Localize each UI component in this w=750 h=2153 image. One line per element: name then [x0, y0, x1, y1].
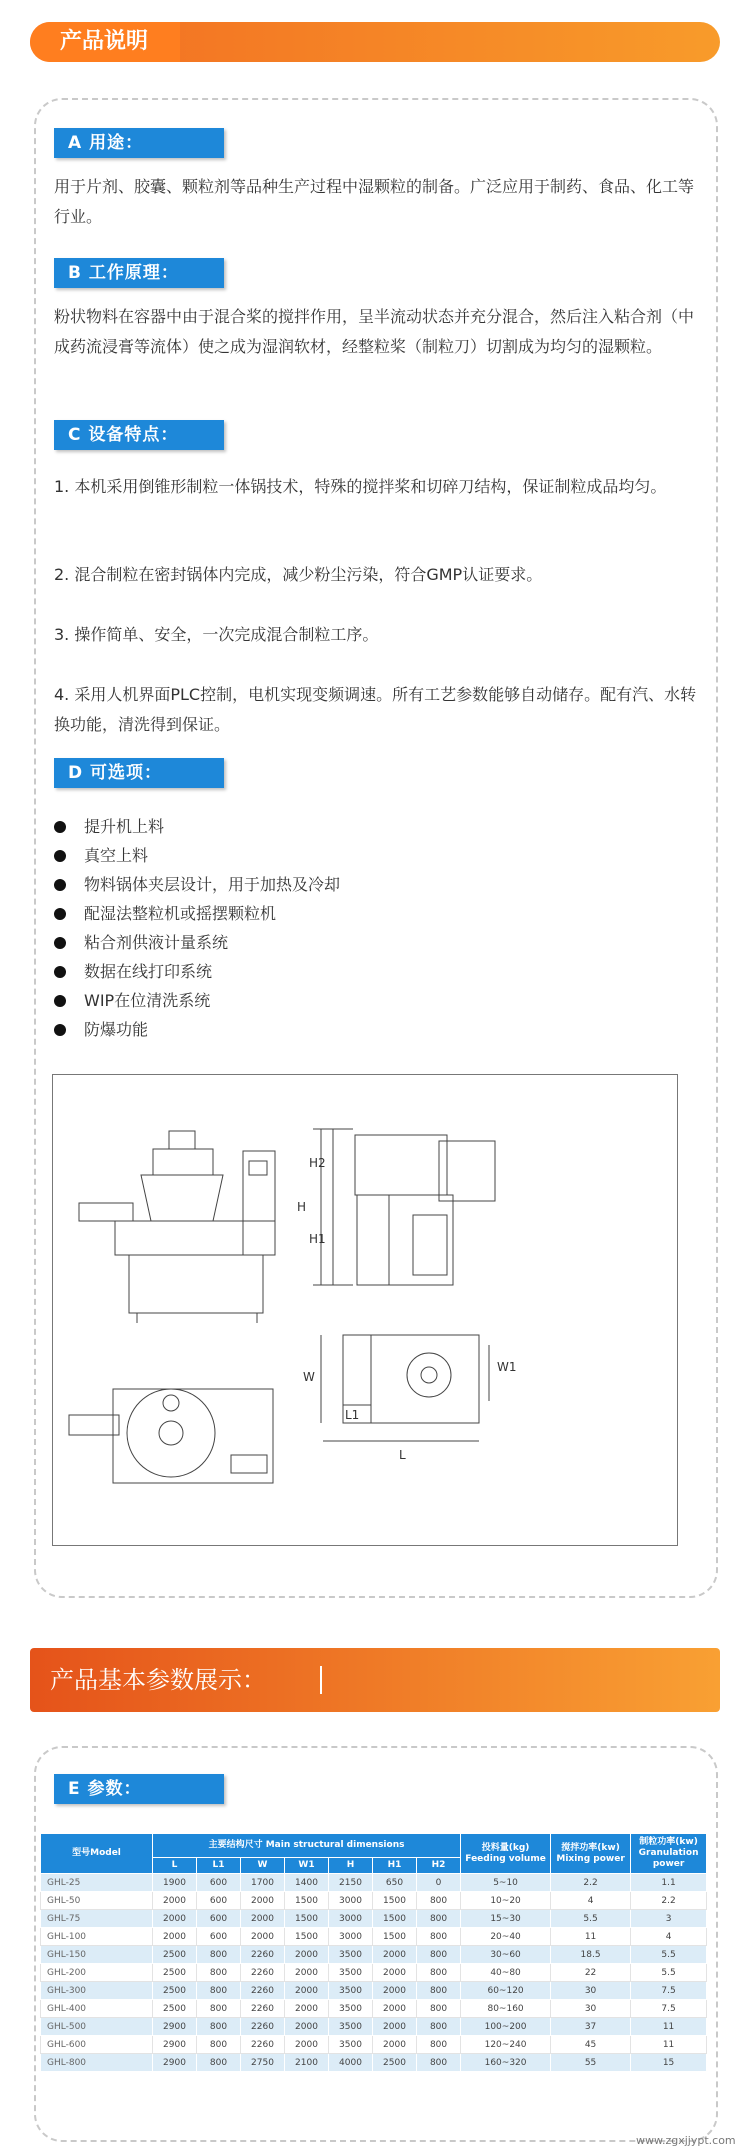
- table-cell: 1700: [241, 1874, 285, 1892]
- table-cell: 2000: [285, 1946, 329, 1964]
- table-cell: 2000: [153, 1928, 197, 1946]
- table-cell: 2.2: [631, 1892, 707, 1910]
- table-cell: 3: [631, 1910, 707, 1928]
- table-cell: 22: [551, 1964, 631, 1982]
- header-l: L: [153, 1858, 197, 1874]
- option-item: 防爆功能: [54, 1015, 694, 1044]
- table-cell: 3500: [329, 1964, 373, 1982]
- table-cell: 5~10: [461, 1874, 551, 1892]
- table-cell: 3000: [329, 1910, 373, 1928]
- table-cell: 2000: [373, 2036, 417, 2054]
- model-cell: GHL-25: [41, 1874, 153, 1892]
- dim-label-w: W: [303, 1370, 315, 1384]
- table-cell: 800: [197, 2054, 241, 2072]
- table-cell: 800: [417, 1982, 461, 2000]
- text-caret: [320, 1666, 322, 1694]
- table-cell: 1500: [285, 1910, 329, 1928]
- table-cell: 2260: [241, 2018, 285, 2036]
- table-cell: 2000: [373, 1946, 417, 1964]
- bullet-icon: [54, 937, 66, 949]
- table-row: [41, 1928, 707, 1946]
- table-cell: 5.5: [551, 1910, 631, 1928]
- section-a-label: A 用途：: [54, 128, 224, 158]
- table-cell: 2750: [241, 2054, 285, 2072]
- table-row: [41, 2000, 707, 2018]
- table-cell: 100~200: [461, 2018, 551, 2036]
- dim-label-w1: W1: [497, 1360, 517, 1374]
- table-row: [41, 2036, 707, 2054]
- table-cell: 60~120: [461, 1982, 551, 2000]
- table-cell: 1400: [285, 1874, 329, 1892]
- option-item: 数据在线打印系统: [54, 957, 694, 986]
- table-row: [41, 2054, 707, 2072]
- table-cell: 600: [197, 1892, 241, 1910]
- control-cabinet-shape: [243, 1151, 275, 1255]
- model-cell: GHL-800: [41, 2054, 153, 2072]
- table-cell: 800: [197, 2000, 241, 2018]
- table-cell: 2100: [285, 2054, 329, 2072]
- bowl-shape: [141, 1175, 223, 1221]
- option-item: 粘合剂供液计量系统: [54, 928, 694, 957]
- table-cell: 800: [417, 2018, 461, 2036]
- top-banner: [30, 22, 720, 62]
- section-b-label: B 工作原理：: [54, 258, 224, 288]
- table-cell: 11: [631, 2036, 707, 2054]
- option-item: 真空上料: [54, 841, 694, 870]
- technical-drawing: [52, 1074, 678, 1546]
- table-cell: 1.1: [631, 1874, 707, 1892]
- table-cell: 1900: [153, 1874, 197, 1892]
- model-cell: GHL-600: [41, 2036, 153, 2054]
- table-cell: 30: [551, 2000, 631, 2018]
- table-cell: 7.5: [631, 2000, 707, 2018]
- table-cell: 2000: [373, 1964, 417, 1982]
- table-cell: 30~60: [461, 1946, 551, 1964]
- table-row: [41, 1892, 707, 1910]
- bullet-icon: [54, 879, 66, 891]
- params-banner: [30, 1648, 720, 1712]
- header-model: 型号Model: [41, 1834, 153, 1874]
- model-cell: GHL-300: [41, 1982, 153, 2000]
- feature-item: 2. 混合制粒在密封锅体内完成，减少粉尘污染，符合GMP认证要求。: [54, 565, 543, 584]
- header-mixing: 搅拌功率(kw) Mixing power: [551, 1834, 631, 1874]
- header-feeding: 投料量(kg) Feeding volume: [461, 1834, 551, 1874]
- table-cell: 800: [417, 2054, 461, 2072]
- discharge-pipe-shape: [79, 1203, 133, 1221]
- table-cell: 2.2: [551, 1874, 631, 1892]
- table-cell: 2260: [241, 1946, 285, 1964]
- table-cell: 800: [197, 1982, 241, 2000]
- table-cell: 37: [551, 2018, 631, 2036]
- platform-shape: [389, 1195, 453, 1285]
- bullet-icon: [54, 850, 66, 862]
- dim-label-h1: H1: [309, 1232, 326, 1246]
- header-h: H: [329, 1858, 373, 1874]
- header-dimensions: 主要结构尺寸 Main structural dimensions: [153, 1834, 461, 1858]
- header-h1: H1: [373, 1858, 417, 1874]
- table-cell: 15: [631, 2054, 707, 2072]
- table-cell: 11: [631, 2018, 707, 2036]
- base-frame-shape: [129, 1255, 263, 1313]
- option-item: WIP在位清洗系统: [54, 986, 694, 1015]
- table-cell: 45: [551, 2036, 631, 2054]
- lid-shape: [153, 1149, 213, 1175]
- header-l1: L1: [197, 1858, 241, 1874]
- side-view-vessel-shape: [355, 1135, 447, 1195]
- table-cell: 5.5: [631, 1964, 707, 1982]
- table-cell: 120~240: [461, 2036, 551, 2054]
- feature-item: 1. 本机采用倒锥形制粒一体锅技术，特殊的搅拌桨和切碎刀结构，保证制粒成品均匀。: [54, 477, 667, 496]
- table-cell: 7.5: [631, 1982, 707, 2000]
- table-cell: 3000: [329, 1892, 373, 1910]
- table-cell: 80~160: [461, 2000, 551, 2018]
- table-row: [41, 1874, 707, 1892]
- table-cell: 3500: [329, 2018, 373, 2036]
- table-cell: 1500: [285, 1892, 329, 1910]
- table-cell: 1500: [285, 1928, 329, 1946]
- table-cell: 600: [197, 1928, 241, 1946]
- machine-drawing: [53, 1075, 679, 1547]
- table-cell: 2900: [153, 2018, 197, 2036]
- section-a-text: 用于片剂、胶囊、颗粒剂等品种生产过程中湿颗粒的制备。广泛应用于制药、食品、化工等行业。: [54, 177, 695, 226]
- header-w: W: [241, 1858, 285, 1874]
- table-cell: 800: [417, 1910, 461, 1928]
- stair-shape: [357, 1195, 389, 1285]
- table-cell: 4: [631, 1928, 707, 1946]
- table-cell: 2500: [153, 2000, 197, 2018]
- table-cell: 2000: [285, 2000, 329, 2018]
- table-cell: 2260: [241, 2000, 285, 2018]
- header-granulation: 制粒功率(kw) Granulation power: [631, 1834, 707, 1874]
- plan-view-shape: [343, 1335, 479, 1423]
- dim-label-l: L: [399, 1448, 406, 1462]
- feature-item: 4. 采用人机界面PLC控制，电机实现变频调速。所有工艺参数能够自动储存。配有汽、水转换功能，清洗得到保证。: [54, 685, 697, 734]
- params-table: [40, 1833, 707, 2072]
- dim-label-l1: L1: [345, 1408, 360, 1422]
- feature-item: 3. 操作简单、安全，一次完成混合制粒工序。: [54, 625, 379, 644]
- table-row: [41, 1964, 707, 1982]
- bullet-icon: [54, 995, 66, 1007]
- dim-label-h2: H2: [309, 1156, 326, 1170]
- table-cell: 2000: [153, 1892, 197, 1910]
- model-cell: GHL-400: [41, 2000, 153, 2018]
- table-cell: 1500: [373, 1928, 417, 1946]
- table-cell: 55: [551, 2054, 631, 2072]
- bullet-icon: [54, 908, 66, 920]
- table-cell: 4: [551, 1892, 631, 1910]
- section-d-label: D 可选项：: [54, 758, 224, 788]
- table-cell: 5.5: [631, 1946, 707, 1964]
- table-cell: 800: [417, 2036, 461, 2054]
- table-row: [41, 1982, 707, 2000]
- table-row: [41, 1910, 707, 1928]
- table-cell: 800: [417, 1964, 461, 1982]
- table-cell: 800: [197, 1964, 241, 1982]
- table-cell: 2500: [153, 1946, 197, 1964]
- table-cell: 800: [197, 2036, 241, 2054]
- model-cell: GHL-100: [41, 1928, 153, 1946]
- table-cell: 40~80: [461, 1964, 551, 1982]
- section-b-text: 粉状物料在容器中由于混合桨的搅拌作用，呈半流动状态并充分混合，然后注入粘合剂（中成药流浸膏等流体）使之成为湿润软材，经整粒桨（制粒刀）切割成为均匀的湿颗粒。: [54, 307, 695, 356]
- table-cell: 4000: [329, 2054, 373, 2072]
- table-cell: 2260: [241, 1964, 285, 1982]
- table-cell: 2500: [153, 1982, 197, 2000]
- table-cell: 800: [417, 2000, 461, 2018]
- table-cell: 10~20: [461, 1892, 551, 1910]
- section-e-label: E 参数：: [54, 1774, 224, 1804]
- table-cell: 2150: [329, 1874, 373, 1892]
- table-cell: 3500: [329, 2000, 373, 2018]
- table-cell: 1500: [373, 1910, 417, 1928]
- option-item: 物料锅体夹层设计，用于加热及冷却: [54, 870, 694, 899]
- table-cell: 800: [417, 1928, 461, 1946]
- table-cell: 800: [417, 1892, 461, 1910]
- table-row: [41, 2018, 707, 2036]
- table-cell: 1500: [373, 1892, 417, 1910]
- table-cell: 2900: [153, 2036, 197, 2054]
- model-cell: GHL-200: [41, 1964, 153, 1982]
- table-cell: 2500: [153, 1964, 197, 1982]
- dim-label-h: H: [297, 1200, 307, 1214]
- table-cell: 3500: [329, 2036, 373, 2054]
- table-cell: 15~30: [461, 1910, 551, 1928]
- top-view-bowl-shape: [127, 1389, 215, 1477]
- bullet-icon: [54, 821, 66, 833]
- table-cell: 2000: [241, 1910, 285, 1928]
- table-cell: 20~40: [461, 1928, 551, 1946]
- option-item: 提升机上料: [54, 812, 694, 841]
- table-cell: 0: [417, 1874, 461, 1892]
- table-cell: 2000: [285, 1964, 329, 1982]
- table-cell: 2000: [285, 1982, 329, 2000]
- table-cell: 160~320: [461, 2054, 551, 2072]
- table-cell: 800: [417, 1946, 461, 1964]
- table-cell: 600: [197, 1874, 241, 1892]
- section-c-label: C 设备特点：: [54, 420, 224, 450]
- table-cell: 2000: [285, 2018, 329, 2036]
- table-cell: 2000: [373, 1982, 417, 2000]
- table-cell: 30: [551, 1982, 631, 2000]
- model-cell: GHL-75: [41, 1910, 153, 1928]
- table-cell: 18.5: [551, 1946, 631, 1964]
- table-cell: 2000: [373, 2000, 417, 2018]
- model-cell: GHL-150: [41, 1946, 153, 1964]
- table-cell: 2000: [285, 2036, 329, 2054]
- params-banner-title: 产品基本参数展示：: [50, 1666, 266, 1694]
- table-cell: 11: [551, 1928, 631, 1946]
- options-list: [54, 812, 694, 1044]
- table-cell: 600: [197, 1910, 241, 1928]
- table-cell: 2900: [153, 2054, 197, 2072]
- table-cell: 3500: [329, 1982, 373, 2000]
- table-cell: 2000: [373, 2018, 417, 2036]
- header-w1: W1: [285, 1858, 329, 1874]
- table-cell: 2260: [241, 2036, 285, 2054]
- table-cell: 800: [197, 1946, 241, 1964]
- table-cell: 3500: [329, 1946, 373, 1964]
- table-cell: 2000: [241, 1928, 285, 1946]
- model-cell: GHL-50: [41, 1892, 153, 1910]
- table-cell: 800: [197, 2018, 241, 2036]
- motor-shape: [169, 1131, 195, 1149]
- table-cell: 2500: [373, 2054, 417, 2072]
- table-cell: 2000: [241, 1892, 285, 1910]
- top-view-frame-shape: [113, 1389, 273, 1483]
- table-row: [41, 1946, 707, 1964]
- watermark: www.zgxjjypt.com: [636, 2134, 736, 2147]
- bullet-icon: [54, 966, 66, 978]
- table-cell: 3000: [329, 1928, 373, 1946]
- model-cell: GHL-500: [41, 2018, 153, 2036]
- header-h2: H2: [417, 1858, 461, 1874]
- table-cell: 650: [373, 1874, 417, 1892]
- table-cell: 2000: [153, 1910, 197, 1928]
- params-table-body: [41, 1874, 707, 2072]
- option-item: 配湿法整粒机或摇摆颗粒机: [54, 899, 694, 928]
- table-cell: 2260: [241, 1982, 285, 2000]
- bullet-icon: [54, 1024, 66, 1036]
- top-banner-title: 产品说明: [30, 22, 180, 62]
